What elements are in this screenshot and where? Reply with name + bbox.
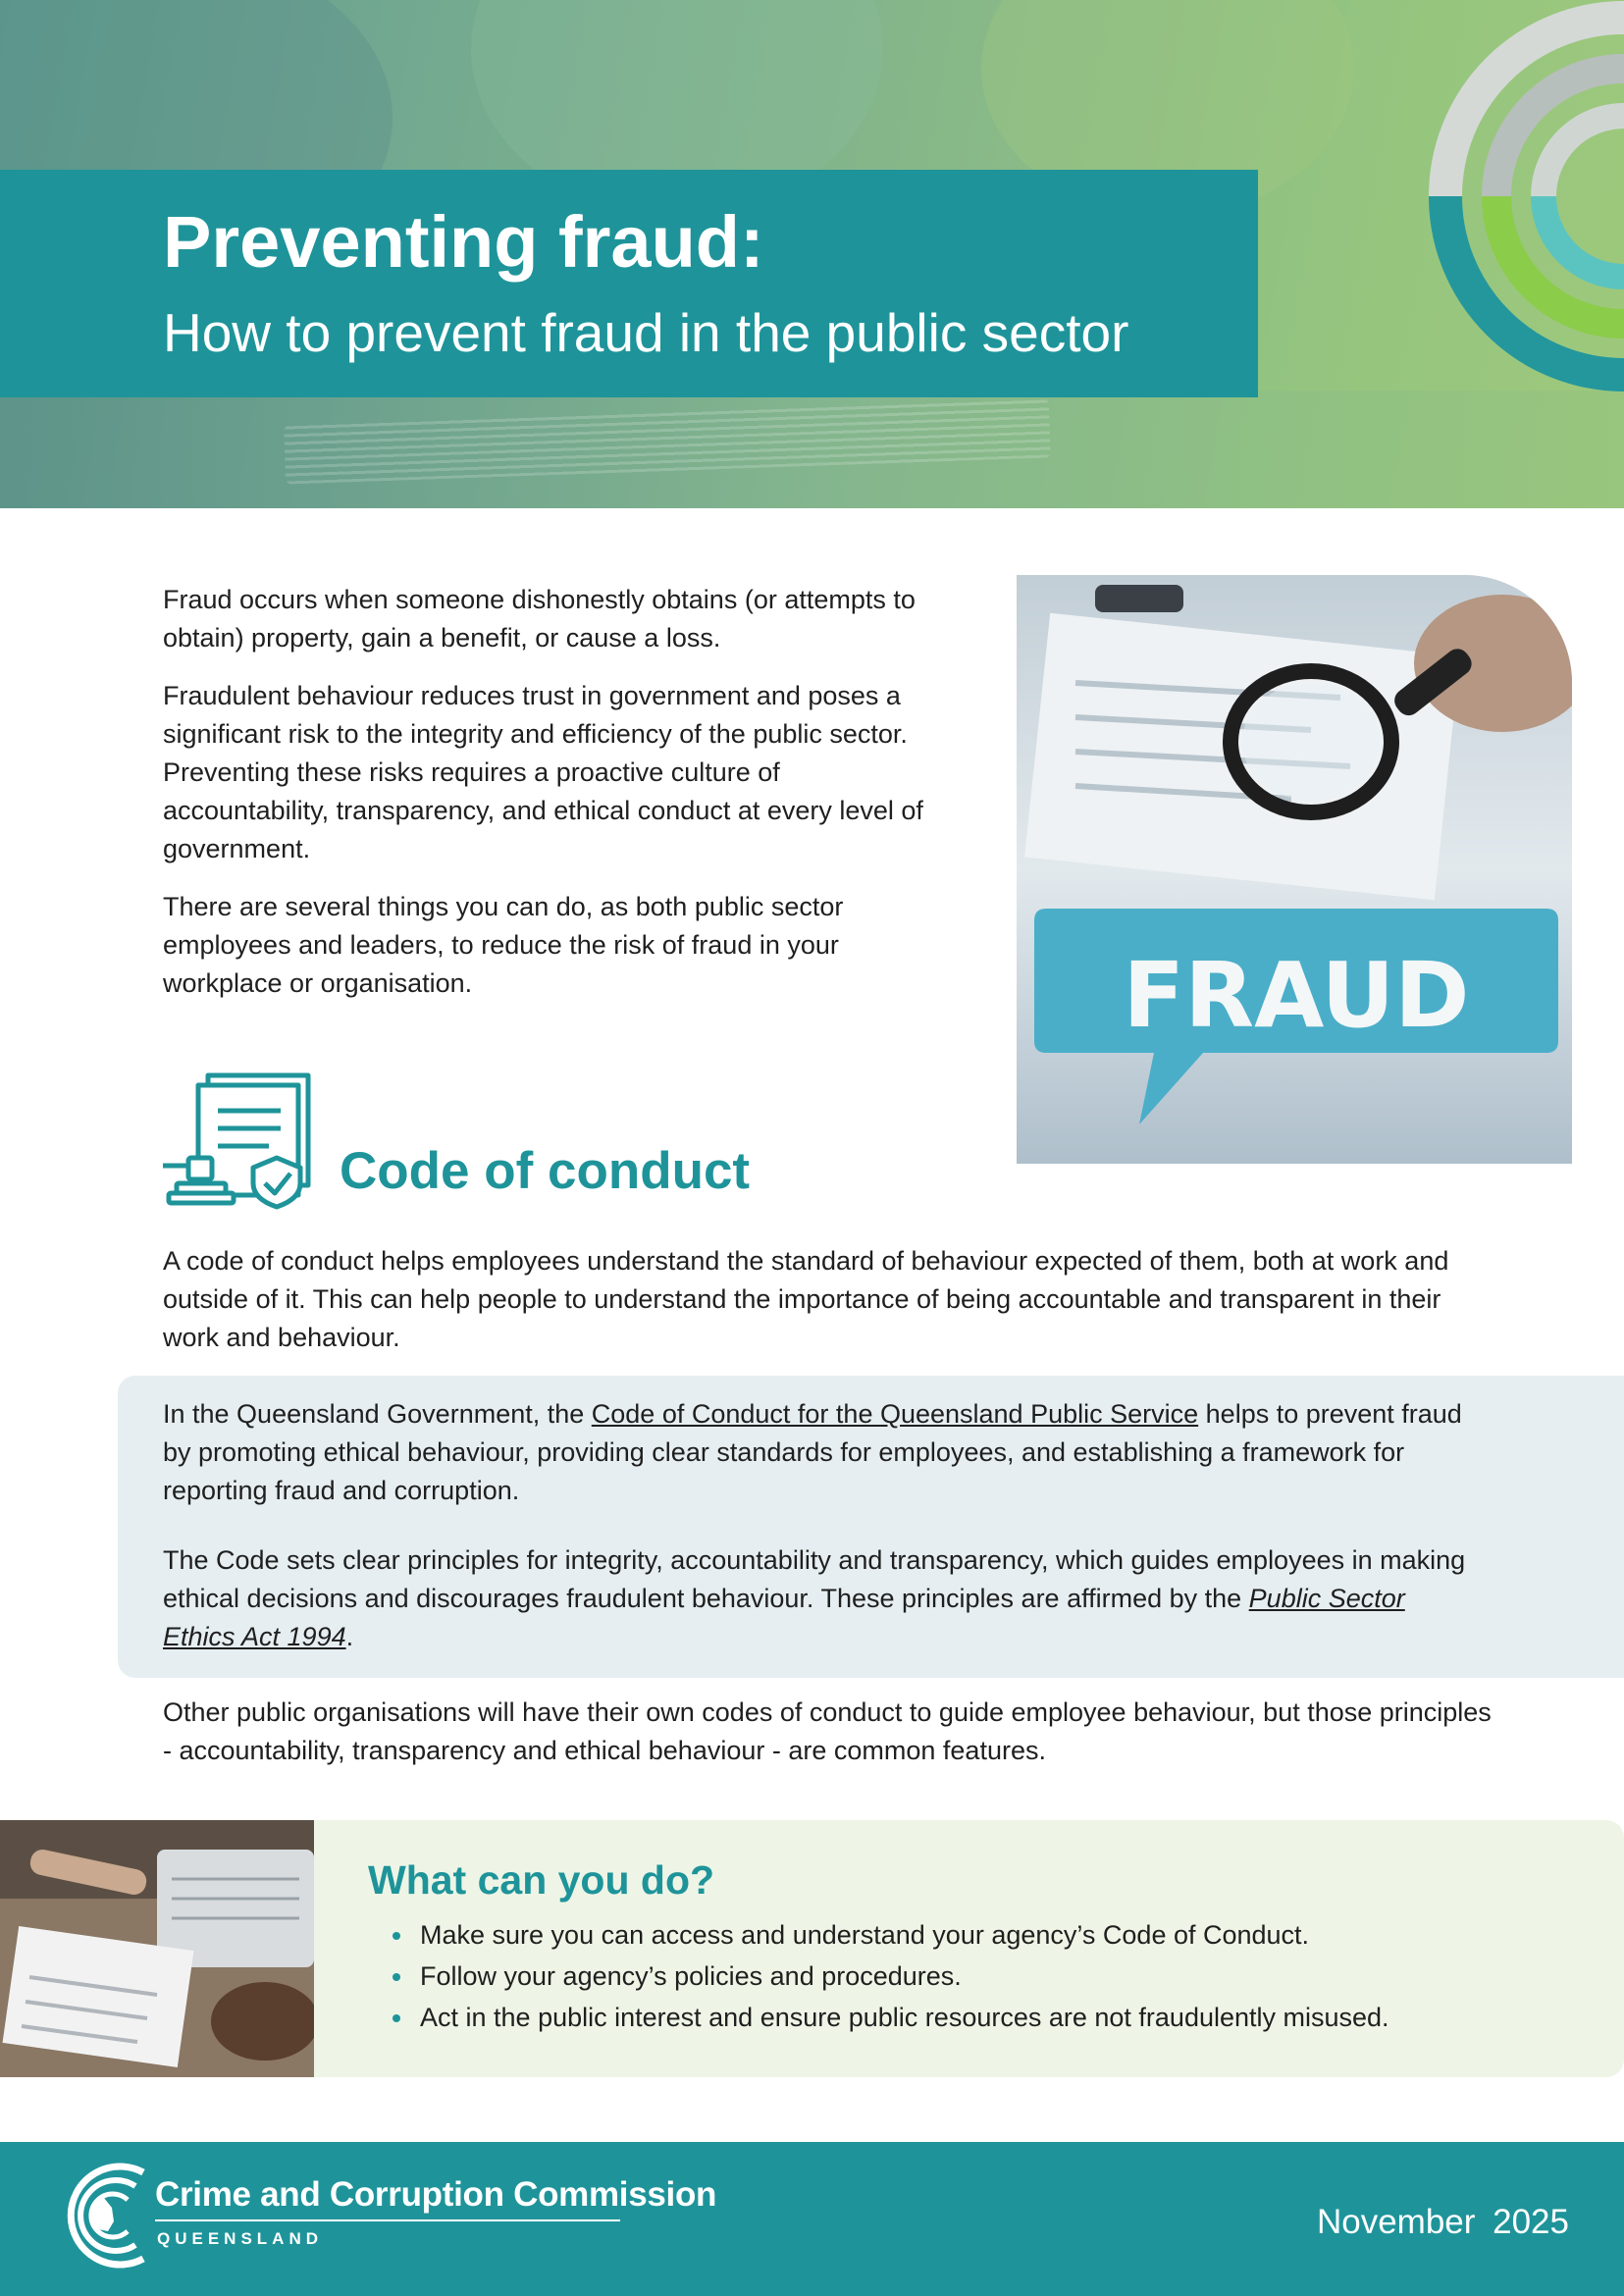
- list-item: Act in the public interest and ensure public resources are not fraudulently misused.: [391, 1997, 1389, 2038]
- action-list: [391, 1914, 1389, 2038]
- code-of-conduct-link[interactable]: Code of Conduct for the Queensland Public Service: [591, 1399, 1199, 1429]
- section-heading-code-of-conduct: Code of conduct: [340, 1142, 751, 1200]
- code-of-conduct-paragraph: A code of conduct helps employees understand the standard of behaviour expected of them, both at work and outside of it. This can help people to understand the importance of being accountable and transparent in their work and behaviour.: [163, 1246, 1449, 1352]
- closing-paragraph: Other public organisations will have their own codes of conduct to guide employee behaviour, but those principles - accountability, transparency and ethical behaviour - are common features.: [163, 1697, 1492, 1765]
- public-sector-ethics-act-link[interactable]: Public Sector Ethics Act 1994: [163, 1584, 1405, 1651]
- hero-banner: [0, 0, 1624, 508]
- callout-paragraph-1: [163, 1395, 1468, 1510]
- callout-text: helps to prevent fraud by promoting ethical behaviour, providing clear standards for employees, and establishing a framework for reporting fraud and corruption.: [163, 1399, 1462, 1505]
- ccc-logo-icon: [55, 2159, 149, 2272]
- page-title: Preventing fraud:: [163, 201, 764, 283]
- org-name: Crime and Corruption Commission: [155, 2175, 717, 2214]
- callout-text: The Code sets clear principles for integrity, accountability and transparency, which guides employees in making ethical decisions and discourages fraudulent behaviour. These principles are affirmed by the: [163, 1545, 1466, 1613]
- intro-paragraph: Fraudulent behaviour reduces trust in government and poses a significant risk to the integrity and efficiency of the public sector. Preventing these risks requires a proactive culture of accountability, transparency, and ethical conduct at every level of government.: [163, 681, 923, 863]
- document-gavel-shield-icon: [161, 1068, 316, 1210]
- fraud-image-text: FRAUD: [1123, 943, 1470, 1048]
- list-item: Make sure you can access and understand your agency’s Code of Conduct.: [391, 1914, 1389, 1956]
- intro-paragraph: There are several things you can do, as both public sector employees and leaders, to reduce the risk of fraud in your workplace or organisation.: [163, 892, 844, 998]
- callout-text: .: [345, 1622, 354, 1651]
- org-subtitle: QUEENSLAND: [157, 2229, 324, 2248]
- logo-divider: [155, 2219, 620, 2221]
- page-subtitle: How to prevent fraud in the public sector: [163, 302, 1129, 363]
- callout-paragraph-2: [163, 1541, 1478, 1656]
- decorative-rings-graphic: [1335, 0, 1624, 442]
- fraud-illustration: [1017, 575, 1572, 1164]
- meeting-illustration: [0, 1820, 314, 2077]
- fraud-photo: [1017, 575, 1572, 1164]
- list-item: Follow your agency’s policies and procedures.: [391, 1956, 1389, 1997]
- callout-text: In the Queensland Government, the: [163, 1399, 592, 1429]
- what-can-you-do-heading: What can you do?: [368, 1857, 715, 1903]
- meeting-photo: [0, 1820, 314, 2077]
- intro-paragraph: Fraud occurs when someone dishonestly obtains (or attempts to obtain) property, gain a benefit, or cause a loss.: [163, 585, 916, 652]
- publication-date: November 2025: [1316, 2203, 1569, 2241]
